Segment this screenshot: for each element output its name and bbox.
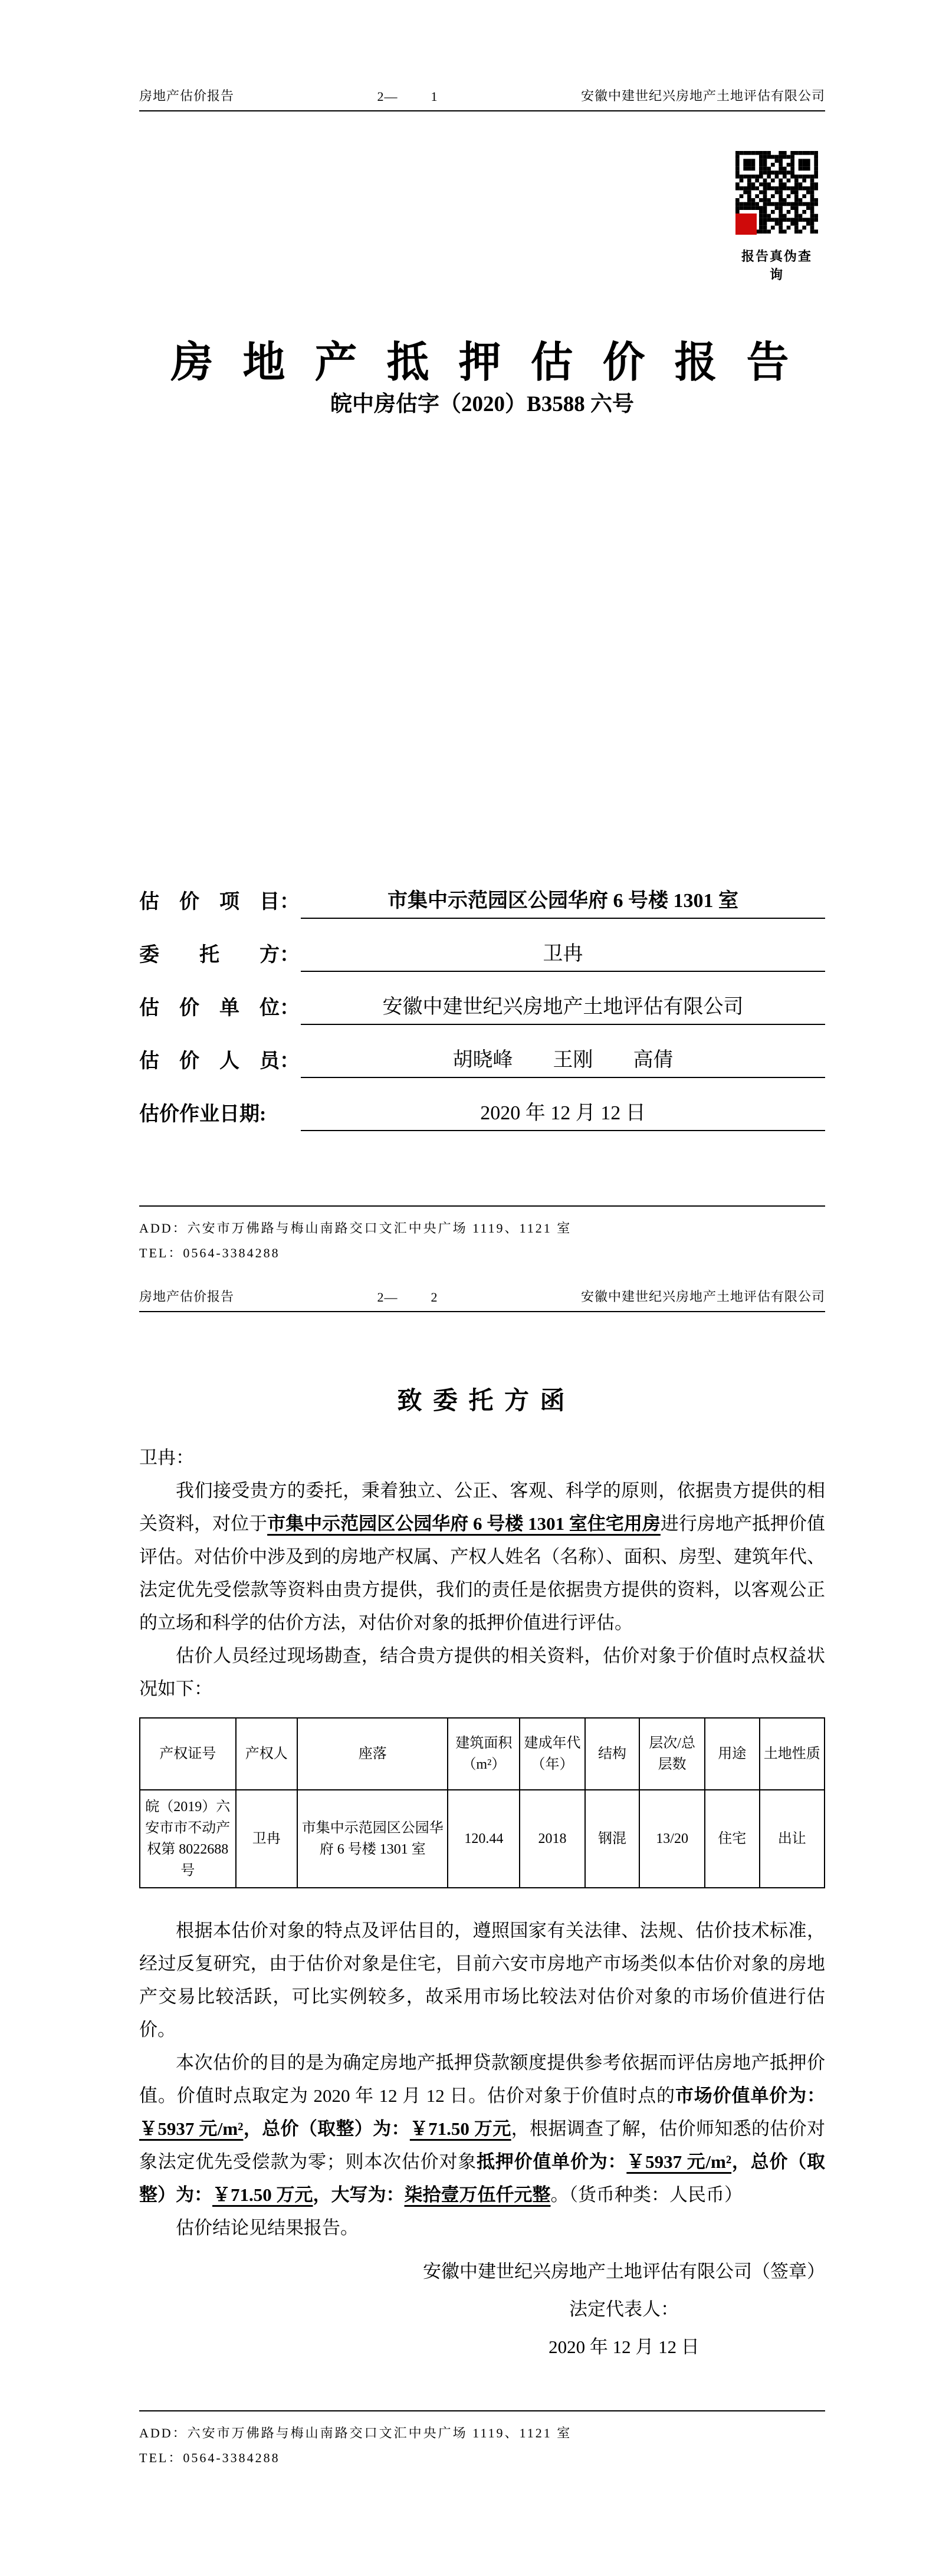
header-company-name: 安徽中建世纪兴房地产土地评估有限公司	[580, 88, 825, 103]
table-header-cell: 层次/总层数	[639, 1718, 704, 1790]
footer-address: ADD：六安市万佛路与梅山南路交口文汇中央广场 1119、1121 室	[139, 1221, 572, 1236]
table-cell: 市集中示范园区公园华府 6 号楼 1301 室	[297, 1790, 448, 1888]
field-row-project	[139, 866, 825, 919]
table-header-cell: 建筑面积（m²）	[448, 1718, 520, 1790]
table-header-cell: 产权人	[236, 1718, 297, 1790]
paragraph-3: 根据本估价对象的特点及评估目的，遵照国家有关法律、法规、估价技术标准，经过反复研究，由于估价对象是住宅，目前六安市房地产市场类似本估价对象的房地产交易比较活跃，可比实例较多，故采用市场比较法对估价对象的市场价值进行估价。	[139, 1920, 825, 2040]
page-1	[0, 0, 936, 1274]
field-label-agency: 估 价 单 位：	[139, 997, 300, 1019]
field-label-appraisers: 估 价 人 员：	[139, 1050, 300, 1072]
table-header-cell: 座落	[297, 1718, 448, 1790]
qr-code	[735, 151, 818, 234]
letter-salutation: 卫冉：	[139, 1447, 194, 1468]
page-2	[0, 1274, 936, 2576]
footer-phone: TEL：0564-3384288	[139, 2450, 280, 2465]
field-label-client: 委 托 方：	[139, 944, 300, 966]
field-value-date: 2020 年 12 月 12 日	[301, 1096, 825, 1131]
page-header	[139, 1287, 825, 1312]
header-doc-title: 房地产估价报告	[139, 88, 235, 103]
qr-red-mark	[735, 213, 757, 235]
page-header	[139, 86, 825, 111]
qr-caption: 报告真伪查询	[741, 249, 812, 282]
table-header-cell: 建成年代（年）	[520, 1718, 584, 1790]
qr-block	[735, 151, 818, 283]
mortgage-unit-price: ￥5937 元/m²	[626, 2151, 732, 2172]
table-cell: 120.44	[448, 1790, 520, 1888]
table-header-cell: 土地性质	[760, 1718, 825, 1790]
paragraph-2: 估价人员经过现场勘查，结合贵方提供的相关资料，估价对象于价值时点权益状况如下：	[139, 1645, 825, 1699]
paragraph-5: 估价结论见结果报告。	[176, 2217, 359, 2238]
header-page-total: 2—	[377, 1290, 398, 1305]
property-rights-table	[139, 1717, 825, 1888]
field-row-client	[139, 919, 825, 972]
field-value-client: 卫冉	[301, 937, 825, 972]
page-footer	[139, 1205, 825, 1266]
field-row-date	[139, 1078, 825, 1131]
table-cell: 住宅	[705, 1790, 760, 1888]
table-cell: 2018	[520, 1790, 584, 1888]
letter-body	[139, 1381, 825, 2366]
header-page-number: 1	[431, 89, 438, 104]
table-cell: 皖（2019）六安市市不动产权第 8022688 号	[140, 1790, 236, 1888]
field-label-project: 估 价 项 目：	[139, 891, 300, 913]
report-title: 房 地 产 抵 押 估 价 报 告	[170, 339, 794, 387]
header-page-indicator	[377, 89, 438, 104]
signature-company: 安徽中建世纪兴房地产土地评估有限公司（签章）	[423, 2261, 825, 2282]
price-in-words: 柒拾壹万伍仟元整	[404, 2184, 551, 2205]
field-row-appraisers	[139, 1025, 825, 1078]
report-number: 皖中房估字（2020）B3588 六号	[330, 392, 634, 416]
table-header-cell: 用途	[705, 1718, 760, 1790]
footer-address: ADD：六安市万佛路与梅山南路交口文汇中央广场 1119、1121 室	[139, 2426, 572, 2440]
market-unit-price: ￥5937 元/m²	[139, 2118, 244, 2139]
header-page-number: 2	[431, 1290, 438, 1305]
table-cell: 出让	[760, 1790, 825, 1888]
table-cell: 卫冉	[236, 1790, 297, 1888]
footer-phone: TEL：0564-3384288	[139, 1245, 280, 1260]
paragraph-1: 我们接受贵方的委托，秉着独立、公正、客观、科学的原则，依据贵方提供的相关资料，对位于市集中示范园区公园华府 6 号楼 1301 室住宅用房进行房地产抵押价值评估。对估价中涉及到的房地产权属、产权人姓名（名称）、面积、房型、建筑年代、法定优先受偿款等资料由贵方提供，我们的责任是依据贵方提供的资料，以客观公正的立场和科学的估价方法，对估价对象的抵押价值进行评估。	[139, 1480, 826, 1633]
signature-date: 2020 年 12 月 12 日	[549, 2337, 699, 2357]
signature-block	[423, 2253, 825, 2366]
letter-title: 致 委 托 方 函	[397, 1388, 567, 1415]
mortgage-total-price: ￥71.50 万元	[212, 2184, 313, 2205]
field-label-date: 估价作业日期:	[139, 1103, 267, 1125]
signature-legal-rep: 法定代表人：	[569, 2299, 679, 2319]
table-header-cell: 结构	[585, 1718, 640, 1790]
table-cell: 13/20	[639, 1790, 704, 1888]
page-footer	[139, 2410, 825, 2470]
table-row	[140, 1790, 825, 1888]
field-value-project: 市集中示范园区公园华府 6 号楼 1301 室	[301, 884, 825, 919]
market-total-price: ￥71.50 万元	[409, 2118, 511, 2139]
field-value-appraisers: 胡晓峰 王刚 高倩	[301, 1043, 825, 1078]
table-header-cell: 产权证号	[140, 1718, 236, 1790]
header-company-name: 安徽中建世纪兴房地产土地评估有限公司	[580, 1289, 825, 1304]
field-row-agency	[139, 972, 825, 1025]
table-header-row	[140, 1718, 825, 1790]
header-page-indicator	[377, 1290, 438, 1305]
table-cell: 钢混	[585, 1790, 640, 1888]
header-page-total: 2—	[377, 89, 398, 104]
header-doc-title: 房地产估价报告	[139, 1289, 235, 1304]
field-value-agency: 安徽中建世纪兴房地产土地评估有限公司	[301, 990, 825, 1025]
cover-fields	[139, 866, 825, 1131]
paragraph-4: 本次估价的目的是为确定房地产抵押贷款额度提供参考依据而评估房地产抵押价值。价值时点取定为 2020 年 12 月 12 日。估价对象于价值时点的市场价值单价为：￥5937 元/m²，总价（取整）为：￥71.50 万元，根据调查了解，估价师知悉的估价对象法定优先受偿款为零；则本次估价对象抵押价值单价为：￥5937 元/m²，总价（取整）为：￥71.50 万元，大写为：柒拾壹万伍仟元整。（货币种类：人民币）	[139, 2052, 826, 2205]
subject-property-text: 市集中示范园区公园华府 6 号楼 1301 室住宅用房	[267, 1513, 661, 1534]
